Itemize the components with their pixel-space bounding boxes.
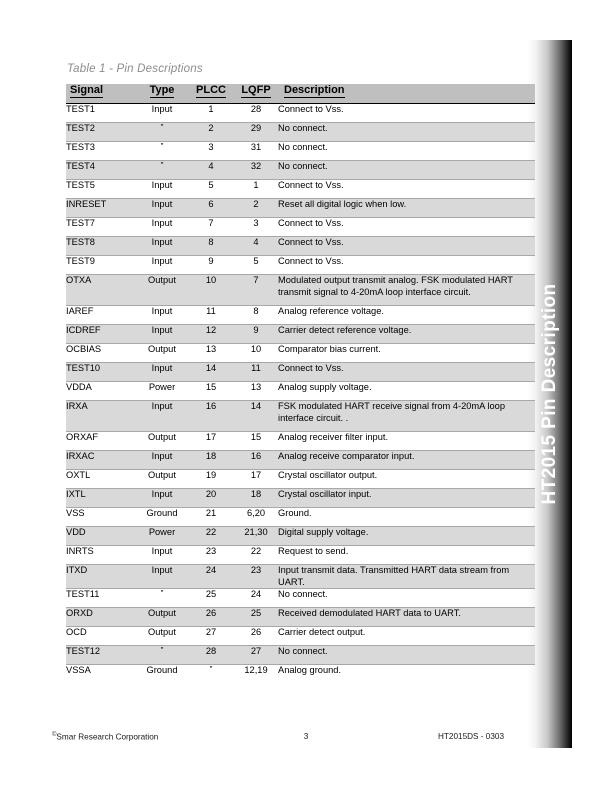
description-text: Digital supply voltage.: [278, 527, 369, 537]
cell-plcc: 13: [188, 344, 234, 363]
cell-lqfp: 9: [234, 325, 278, 344]
cell-description: [278, 432, 535, 451]
description-text: Carrier detect output.: [278, 627, 366, 637]
cell-description: [278, 470, 535, 489]
description-text: No connect.: [278, 123, 328, 133]
cell-plcc: 27: [188, 627, 234, 646]
cell-signal: TEST11: [66, 589, 136, 608]
cell-lqfp: 14: [234, 401, 278, 432]
cell-type: Input: [136, 565, 188, 589]
cell-lqfp: 12,19: [244, 665, 268, 675]
cell-signal: TEST4: [66, 161, 136, 180]
cell-description: [278, 646, 535, 665]
cell-signal: INRESET: [66, 199, 136, 218]
cell-lqfp: 23: [234, 565, 278, 589]
cell-description: [278, 237, 535, 256]
cell-plcc: 15: [188, 382, 234, 401]
description-text: No connect.: [278, 589, 328, 599]
cell-description: [278, 199, 535, 218]
column-header-signal: Signal: [66, 84, 136, 104]
cell-lqfp: 11: [234, 363, 278, 382]
cell-description: [278, 363, 535, 382]
cell-lqfp: 2: [234, 199, 278, 218]
description-text: Crystal oscillator input.: [278, 489, 372, 499]
cell-lqfp: 21,30: [234, 527, 278, 546]
cell-signal: VSSA: [66, 665, 91, 675]
column-header-lqfp: LQFP: [234, 84, 278, 104]
cell-type: Output: [136, 608, 188, 627]
table-row: [66, 665, 535, 684]
cell-signal: TEST12: [66, 646, 136, 665]
table-row: [66, 199, 535, 218]
table-row: [66, 546, 535, 565]
cell-description: [278, 325, 535, 344]
cell-plcc: 1: [188, 104, 234, 123]
cell-type: Input: [136, 363, 188, 382]
table-row: [66, 527, 535, 546]
cell-lqfp: 22: [234, 546, 278, 565]
description-text: FSK modulated HART receive signal from 4-20mA loop interface circuit. .: [278, 401, 506, 423]
cell-type: [136, 589, 188, 608]
cell-type: Output: [136, 275, 188, 306]
table-row: [66, 470, 535, 489]
cell-type: Power: [136, 527, 188, 546]
cell-signal: TEST1: [66, 104, 136, 123]
cell-description: [278, 508, 535, 527]
table-row: [66, 218, 535, 237]
table-row: [66, 589, 535, 608]
cell-description: [278, 344, 535, 363]
cell-description: [278, 382, 535, 401]
table-row: [66, 306, 535, 325]
cell-plcc: 22: [188, 527, 234, 546]
footer-company-name: Smar Research Corporation: [56, 732, 159, 742]
ditto-mark: ": [209, 665, 213, 674]
footer-page-number: 3: [303, 732, 309, 741]
column-header-description: Description: [278, 84, 535, 104]
cell-type: [136, 161, 188, 180]
cell-signal: TEST7: [66, 218, 136, 237]
description-text: No connect.: [278, 161, 328, 171]
cell-type: Input: [136, 546, 188, 565]
column-header-type: Type: [136, 84, 188, 104]
cell-lqfp: 31: [234, 142, 278, 161]
side-tab-label: HT2015 Pin Description: [539, 283, 560, 505]
cell-signal: IRXA: [66, 401, 136, 432]
cell-type: Output: [136, 470, 188, 489]
description-text: Connect to Vss.: [278, 256, 344, 266]
cell-signal: ICDREF: [66, 325, 136, 344]
cell-lqfp: 25: [234, 608, 278, 627]
cell-description: [278, 401, 535, 432]
cell-type: Input: [136, 180, 188, 199]
description-text: Input transmit data. Transmitted HART data stream from UART.: [278, 565, 510, 587]
table-row: [66, 344, 535, 363]
cell-signal: TEST5: [66, 180, 136, 199]
cell-plcc: 12: [188, 325, 234, 344]
cell-description: [278, 218, 535, 237]
description-text: Connect to Vss.: [278, 218, 344, 228]
cell-signal: OCBIAS: [66, 344, 136, 363]
cell-type: [136, 142, 188, 161]
description-text: No connect.: [278, 142, 328, 152]
description-text: Request to send.: [278, 546, 349, 556]
table-row: [66, 161, 535, 180]
cell-signal: VDD: [66, 527, 136, 546]
cell-signal: ITXD: [66, 565, 136, 589]
cell-plcc: 20: [188, 489, 234, 508]
cell-lqfp: 32: [234, 161, 278, 180]
cell-type: Input: [136, 306, 188, 325]
cell-type: Input: [136, 451, 188, 470]
cell-type: [136, 646, 188, 665]
cell-description: [278, 123, 535, 142]
cell-signal: IAREF: [66, 306, 136, 325]
cell-signal: TEST10: [66, 363, 136, 382]
table-row: [66, 451, 535, 470]
ditto-mark: ": [160, 123, 164, 132]
cell-signal: INRTS: [66, 546, 136, 565]
cell-plcc: 26: [188, 608, 234, 627]
cell-plcc: 17: [188, 432, 234, 451]
table-row: [66, 104, 535, 123]
table-row: [66, 275, 535, 306]
cell-lqfp: 27: [234, 646, 278, 665]
cell-description: [278, 608, 535, 627]
cell-signal: TEST9: [66, 256, 136, 275]
cell-plcc: 7: [188, 218, 234, 237]
pin-descriptions-table: [66, 84, 525, 683]
cell-type: Ground: [146, 665, 178, 675]
cell-signal: TEST3: [66, 142, 136, 161]
description-text: Analog receive comparator input.: [278, 451, 415, 461]
description-text: Analog receiver filter input.: [278, 432, 389, 442]
cell-plcc: 28: [188, 646, 234, 665]
cell-lqfp: 17: [234, 470, 278, 489]
table-header-row: [66, 84, 535, 104]
cell-plcc: 8: [188, 237, 234, 256]
cell-type: Output: [136, 627, 188, 646]
cell-description: [278, 527, 535, 546]
cell-signal: ORXAF: [66, 432, 136, 451]
cell-lqfp: 5: [234, 256, 278, 275]
cell-plcc: 10: [188, 275, 234, 306]
description-text: Analog supply voltage.: [278, 382, 372, 392]
cell-plcc: 5: [188, 180, 234, 199]
cell-type: Ground: [136, 508, 188, 527]
cell-lqfp: 16: [234, 451, 278, 470]
description-text: Connect to Vss.: [278, 180, 344, 190]
cell-type: Input: [136, 237, 188, 256]
description-text: Connect to Vss.: [278, 363, 344, 373]
table-caption: Table 1 - Pin Descriptions: [67, 63, 203, 75]
cell-lqfp: 13: [234, 382, 278, 401]
cell-type: Output: [136, 344, 188, 363]
table-row: [66, 123, 535, 142]
cell-lqfp: 1: [234, 180, 278, 199]
table-row: [66, 489, 535, 508]
description-text: Modulated output transmit analog. FSK modulated HART transmit signal to 4-20mA loop interface circuit.: [278, 275, 513, 297]
table-row: [66, 142, 535, 161]
cell-plcc: 18: [188, 451, 234, 470]
cell-signal: IRXAC: [66, 451, 136, 470]
cell-description: [278, 275, 535, 306]
cell-plcc: 3: [188, 142, 234, 161]
cell-type: Input: [136, 489, 188, 508]
cell-type: Output: [136, 432, 188, 451]
description-text: Connect to Vss.: [278, 237, 344, 247]
description-text: No connect.: [278, 646, 328, 656]
cell-description: [278, 565, 535, 589]
table-row: [66, 401, 535, 432]
cell-lqfp: 3: [234, 218, 278, 237]
cell-plcc: 9: [188, 256, 234, 275]
table-row: [66, 432, 535, 451]
column-header-plcc: PLCC: [188, 84, 234, 104]
cell-description: [278, 142, 535, 161]
cell-lqfp: 4: [234, 237, 278, 256]
cell-plcc: 25: [188, 589, 234, 608]
table-row: [66, 237, 535, 256]
cell-plcc: 14: [188, 363, 234, 382]
copyright-icon: ©: [52, 732, 57, 738]
cell-plcc: 16: [188, 401, 234, 432]
cell-plcc: 19: [188, 470, 234, 489]
ditto-mark: ": [160, 589, 164, 598]
description-text: Analog reference voltage.: [278, 306, 384, 316]
cell-lqfp: 8: [234, 306, 278, 325]
cell-signal: OXTL: [66, 470, 136, 489]
cell-description: [278, 256, 535, 275]
cell-signal: VDDA: [66, 382, 136, 401]
description-text: Connect to Vss.: [278, 104, 344, 114]
cell-description: [278, 665, 535, 684]
table-row: [66, 646, 535, 665]
description-text: Reset all digital logic when low.: [278, 199, 407, 209]
cell-description: [278, 306, 535, 325]
cell-description: [278, 161, 535, 180]
page-footer: [0, 732, 612, 748]
cell-lqfp: 7: [234, 275, 278, 306]
ditto-mark: ": [160, 161, 164, 170]
cell-plcc: 11: [188, 306, 234, 325]
cell-plcc: [188, 665, 234, 684]
table-row: [66, 608, 535, 627]
cell-lqfp: 10: [234, 344, 278, 363]
table-row: [66, 363, 535, 382]
description-text: Analog ground.: [278, 665, 342, 675]
cell-description: [278, 627, 535, 646]
cell-description: [278, 546, 535, 565]
cell-signal: IXTL: [66, 489, 136, 508]
cell-lqfp: 18: [234, 489, 278, 508]
table-row: [66, 180, 535, 199]
table-row: [66, 508, 535, 527]
cell-plcc: 4: [188, 161, 234, 180]
ditto-mark: ": [160, 142, 164, 151]
cell-lqfp: 6,20: [234, 508, 278, 527]
cell-signal: VSS: [66, 508, 136, 527]
cell-description: [278, 589, 535, 608]
description-text: Carrier detect reference voltage.: [278, 325, 412, 335]
cell-signal: TEST8: [66, 237, 136, 256]
cell-signal: TEST2: [66, 123, 136, 142]
table-row: [66, 565, 535, 589]
footer-document-code: HT2015DS - 0303: [438, 732, 504, 741]
cell-lqfp: 26: [234, 627, 278, 646]
description-text: Comparator bias current.: [278, 344, 381, 354]
description-text: Ground.: [278, 508, 312, 518]
cell-lqfp: 28: [234, 104, 278, 123]
cell-lqfp: 24: [234, 589, 278, 608]
cell-plcc: 21: [188, 508, 234, 527]
cell-type: Power: [136, 382, 188, 401]
cell-plcc: 23: [188, 546, 234, 565]
cell-lqfp: 29: [234, 123, 278, 142]
table-row: [66, 325, 535, 344]
table-row: [66, 256, 535, 275]
ditto-mark: ": [160, 646, 164, 655]
cell-description: [278, 489, 535, 508]
cell-signal: OTXA: [66, 275, 136, 306]
cell-type: Input: [136, 401, 188, 432]
cell-type: Input: [136, 325, 188, 344]
cell-type: Input: [136, 104, 188, 123]
cell-plcc: 2: [188, 123, 234, 142]
cell-lqfp: 15: [234, 432, 278, 451]
table-row: [66, 627, 535, 646]
cell-type: Input: [136, 218, 188, 237]
cell-signal: OCD: [66, 627, 136, 646]
cell-description: [278, 104, 535, 123]
description-text: Crystal oscillator output.: [278, 470, 378, 480]
cell-description: [278, 180, 535, 199]
cell-type: Input: [136, 256, 188, 275]
cell-type: [136, 123, 188, 142]
table-row: [66, 382, 535, 401]
cell-plcc: 6: [188, 199, 234, 218]
cell-plcc: 24: [188, 565, 234, 589]
description-text: Received demodulated HART data to UART.: [278, 608, 461, 618]
cell-description: [278, 451, 535, 470]
cell-signal: ORXD: [66, 608, 136, 627]
cell-type: Input: [136, 199, 188, 218]
